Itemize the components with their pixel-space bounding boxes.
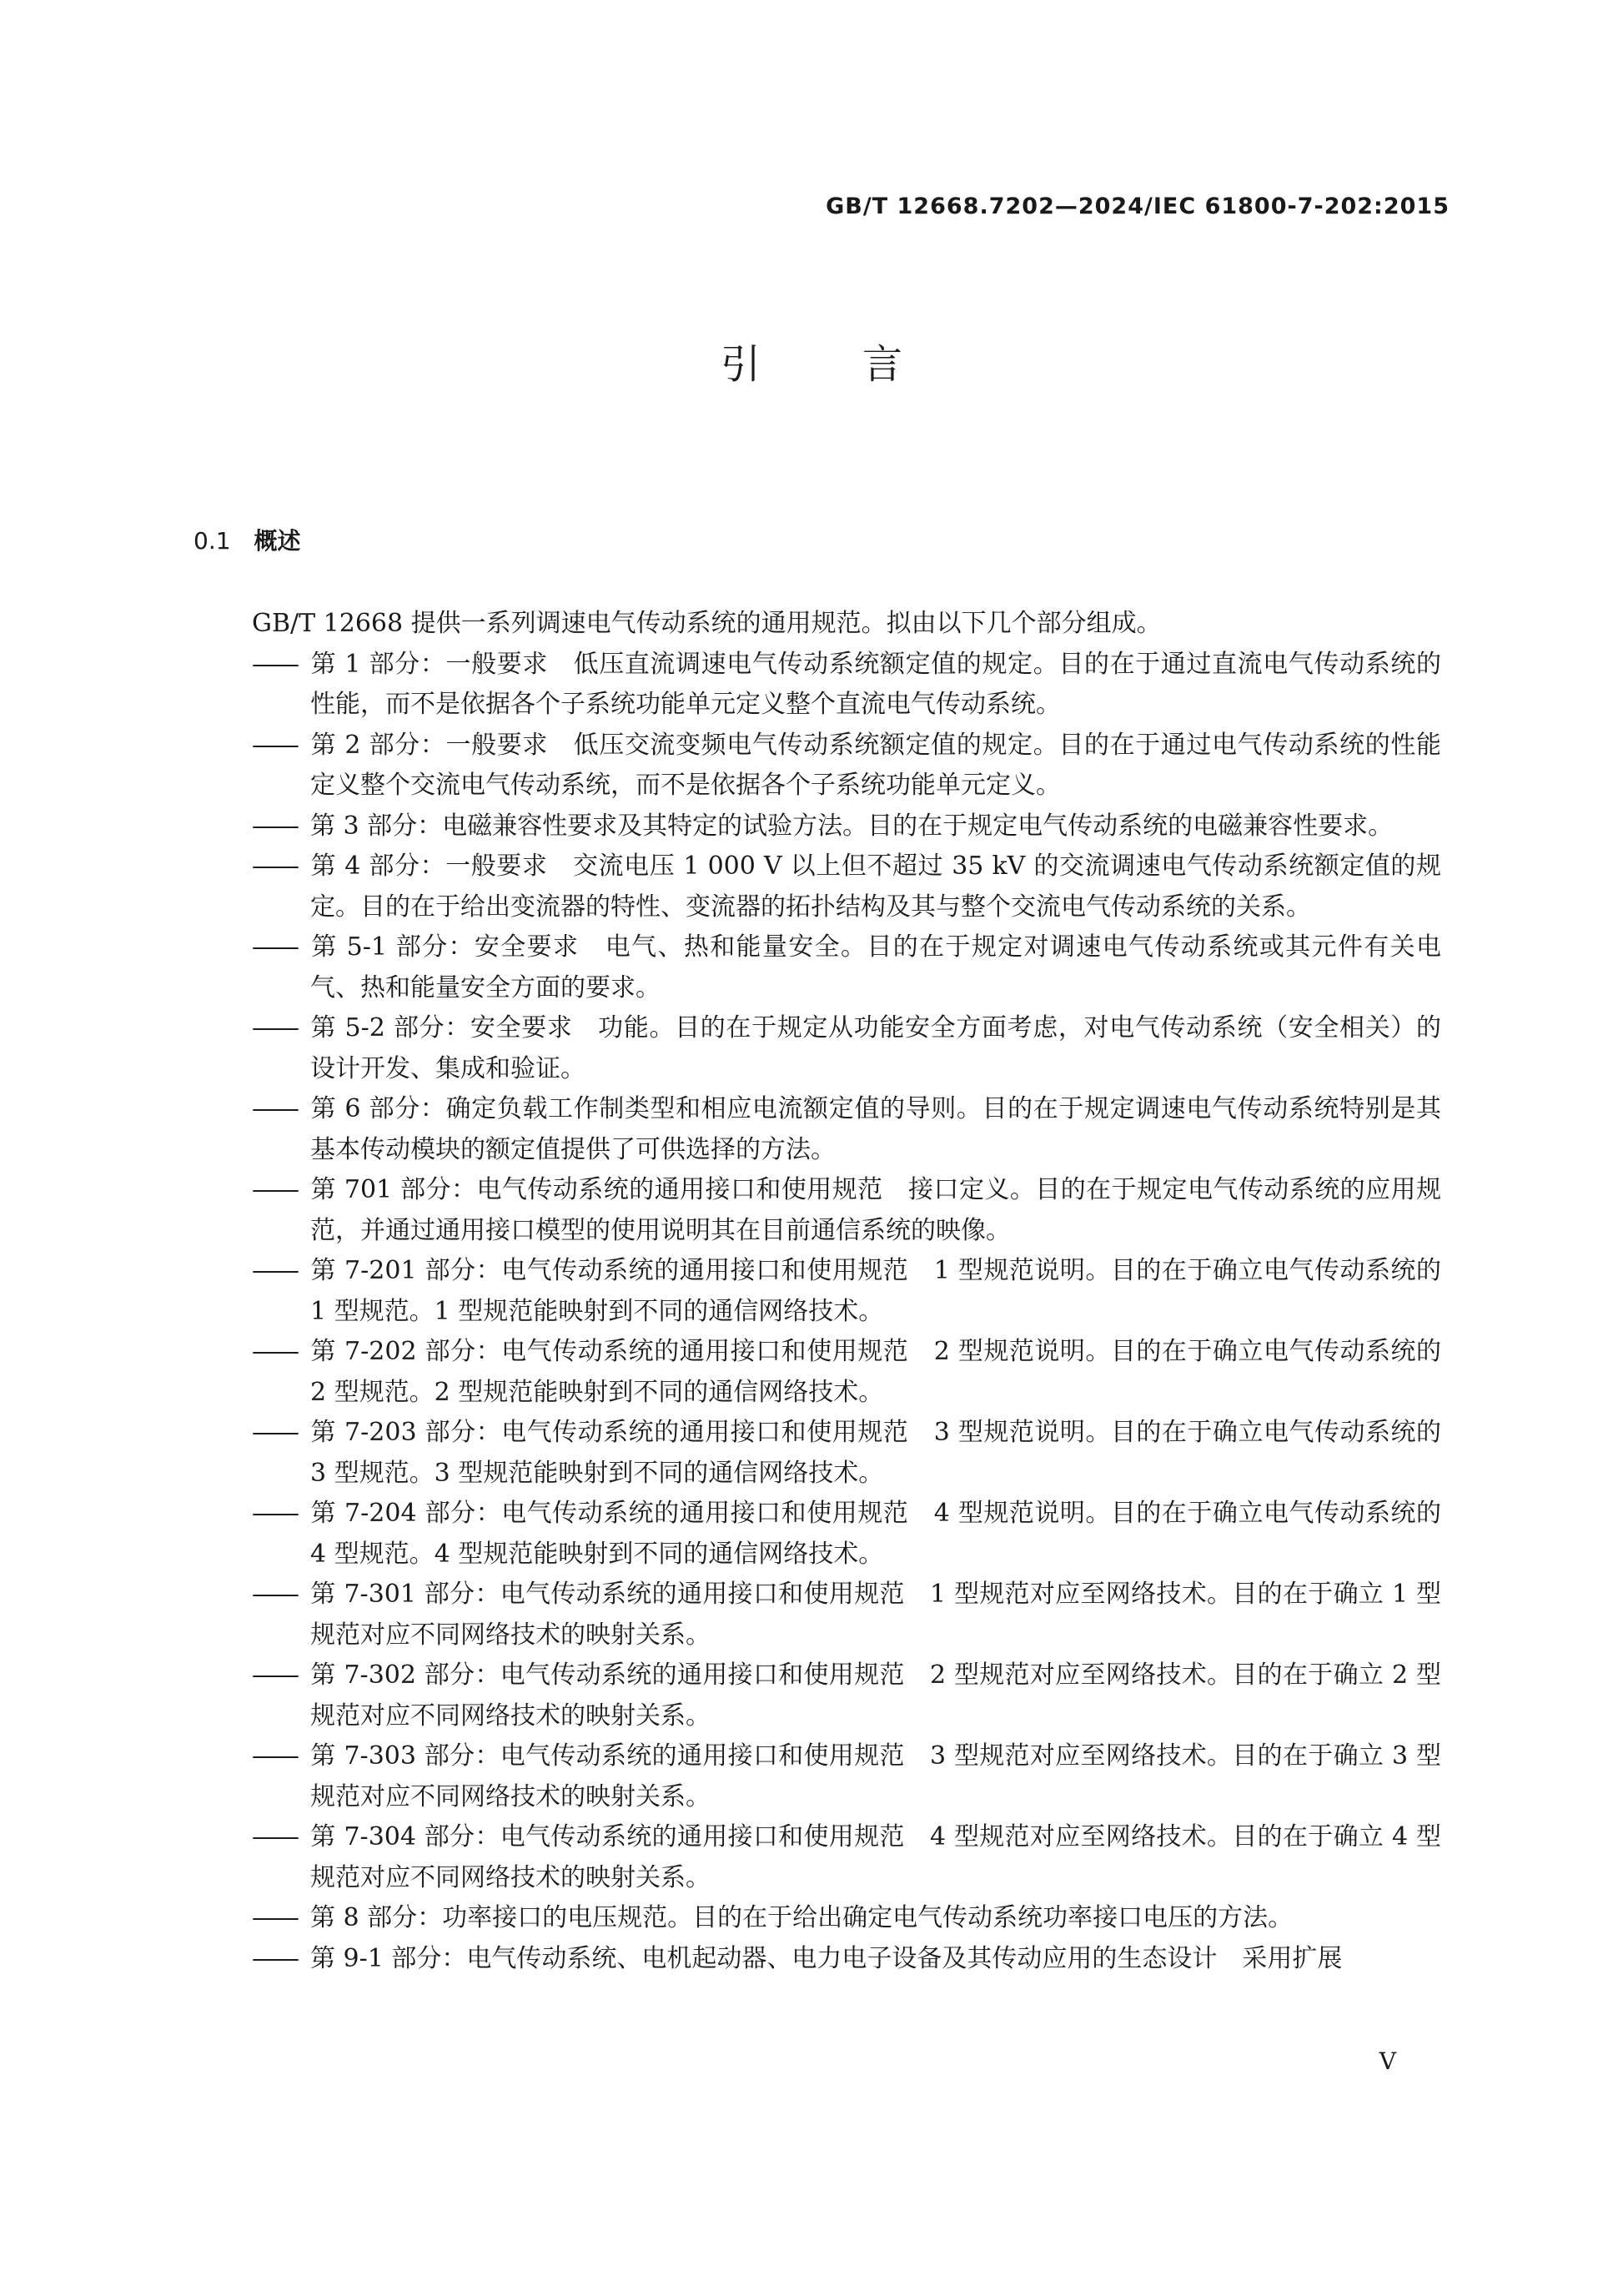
em-dash: —— [252, 932, 297, 962]
list-item [252, 1898, 1441, 1939]
list-item [252, 1089, 1441, 1170]
list-item [252, 847, 1441, 927]
list-item [252, 1008, 1441, 1089]
list-item-text: 第 5-1 部分：安全要求 电气、热和能量安全。目的在于规定对调速电气传动系统或其元件有关电气、热和能量安全方面的要求。 [310, 932, 1441, 1002]
intro-paragraph: GB/T 12668 提供一系列调速电气传动系统的通用规范。拟由以下几个部分组成。 [252, 609, 1162, 638]
em-dash: —— [252, 811, 297, 841]
document-body [252, 604, 1441, 1979]
list-item [252, 1736, 1441, 1817]
section-heading [193, 523, 301, 556]
em-dash: —— [252, 1741, 297, 1771]
em-dash: —— [252, 1256, 297, 1285]
list-item [252, 1817, 1441, 1898]
list-item-text: 第 7-203 部分：电气传动系统的通用接口和使用规范 3 型规范说明。目的在于确立电气传动系统的 3 型规范。3 型规范能映射到不同的通信网络技术。 [310, 1418, 1441, 1488]
list-item [252, 1170, 1441, 1251]
em-dash: —— [252, 852, 297, 881]
list-item-text: 第 7-201 部分：电气传动系统的通用接口和使用规范 1 型规范说明。目的在于确立电气传动系统的 1 型规范。1 型规范能映射到不同的通信网络技术。 [310, 1256, 1441, 1326]
list-item [252, 1939, 1441, 1980]
em-dash: —— [252, 1337, 297, 1366]
list-item-text: 第 5-2 部分：安全要求 功能。目的在于规定从功能安全方面考虑，对电气传动系统（安全相关）的设计开发、集成和验证。 [310, 1013, 1441, 1083]
list-item [252, 1251, 1441, 1332]
list-item-text: 第 701 部分：电气传动系统的通用接口和使用规范 接口定义。目的在于规定电气传动系统的应用规范，并通过通用接口模型的使用说明其在目前通信系统的映像。 [310, 1175, 1441, 1245]
em-dash: —— [252, 649, 297, 679]
em-dash: —— [252, 1418, 297, 1447]
em-dash: —— [252, 1175, 297, 1204]
em-dash: —— [252, 1943, 297, 1973]
list-item-text: 第 3 部分：电磁兼容性要求及其特定的试验方法。目的在于规定电气传动系统的电磁兼容性要求。 [310, 811, 1394, 841]
em-dash: —— [252, 1013, 297, 1042]
em-dash: —— [252, 1580, 297, 1609]
list-item-text: 第 7-304 部分：电气传动系统的通用接口和使用规范 4 型规范对应至网络技术。目的在于确立 4 型规范对应不同网络技术的映射关系。 [310, 1822, 1441, 1892]
em-dash: —— [252, 1094, 297, 1123]
list-item [252, 1494, 1441, 1575]
list-item [252, 1332, 1441, 1413]
list-item-text: 第 7-204 部分：电气传动系统的通用接口和使用规范 4 型规范说明。目的在于确立电气传动系统的 4 型规范。4 型规范能映射到不同的通信网络技术。 [310, 1499, 1441, 1569]
list-item-text: 第 2 部分：一般要求 低压交流变频电气传动系统额定值的规定。目的在于通过电气传动系统的性能定义整个交流电气传动系统，而不是依据各个子系统功能单元定义。 [310, 730, 1441, 800]
em-dash: —— [252, 1499, 297, 1528]
parts-list [252, 645, 1441, 1980]
list-item-text: 第 1 部分：一般要求 低压直流调速电气传动系统额定值的规定。目的在于通过直流电气传动系统的性能，而不是依据各个子系统功能单元定义整个直流电气传动系统。 [310, 649, 1441, 719]
list-item-text: 第 7-301 部分：电气传动系统的通用接口和使用规范 1 型规范对应至网络技术。目的在于确立 1 型规范对应不同网络技术的映射关系。 [310, 1580, 1441, 1650]
section-number: 0.1 [193, 527, 231, 555]
list-item [252, 927, 1441, 1008]
em-dash: —— [252, 1903, 297, 1932]
standard-code-header: GB/T 12668.7202—2024/IEC 61800-7-202:2015 [826, 193, 1450, 219]
list-item [252, 1575, 1441, 1655]
em-dash: —— [252, 1660, 297, 1690]
list-item [252, 806, 1441, 847]
list-item [252, 726, 1441, 806]
page-number: V [1379, 2047, 1396, 2075]
list-item [252, 645, 1441, 726]
list-item-text: 第 7-302 部分：电气传动系统的通用接口和使用规范 2 型规范对应至网络技术。目的在于确立 2 型规范对应不同网络技术的映射关系。 [310, 1660, 1441, 1731]
list-item-text: 第 9-1 部分：电气传动系统、电机起动器、电力电子设备及其传动应用的生态设计 采用扩展 [310, 1943, 1343, 1973]
list-item-text: 第 7-202 部分：电气传动系统的通用接口和使用规范 2 型规范说明。目的在于确立电气传动系统的 2 型规范。2 型规范能映射到不同的通信网络技术。 [310, 1337, 1441, 1407]
list-item [252, 1655, 1441, 1736]
list-item-text: 第 8 部分：功率接口的电压规范。目的在于给出确定电气传动系统功率接口电压的方法。 [310, 1903, 1294, 1932]
em-dash: —— [252, 730, 297, 760]
list-item [252, 1413, 1441, 1494]
list-item-text: 第 6 部分：确定负载工作制类型和相应电流额定值的导则。目的在于规定调速电气传动系统特别是其基本传动模块的额定值提供了可供选择的方法。 [310, 1094, 1441, 1164]
list-item-text: 第 4 部分：一般要求 交流电压 1 000 V 以上但不超过 35 kV 的交流调速电气传动系统额定值的规定。目的在于给出变流器的特性、变流器的拓扑结构及其与整个交流电气传动系统的关系。 [310, 852, 1441, 922]
page-title: 引言 [720, 341, 1004, 388]
section-title: 概述 [254, 527, 301, 555]
list-item-text: 第 7-303 部分：电气传动系统的通用接口和使用规范 3 型规范对应至网络技术。目的在于确立 3 型规范对应不同网络技术的映射关系。 [310, 1741, 1441, 1811]
em-dash: —— [252, 1822, 297, 1851]
